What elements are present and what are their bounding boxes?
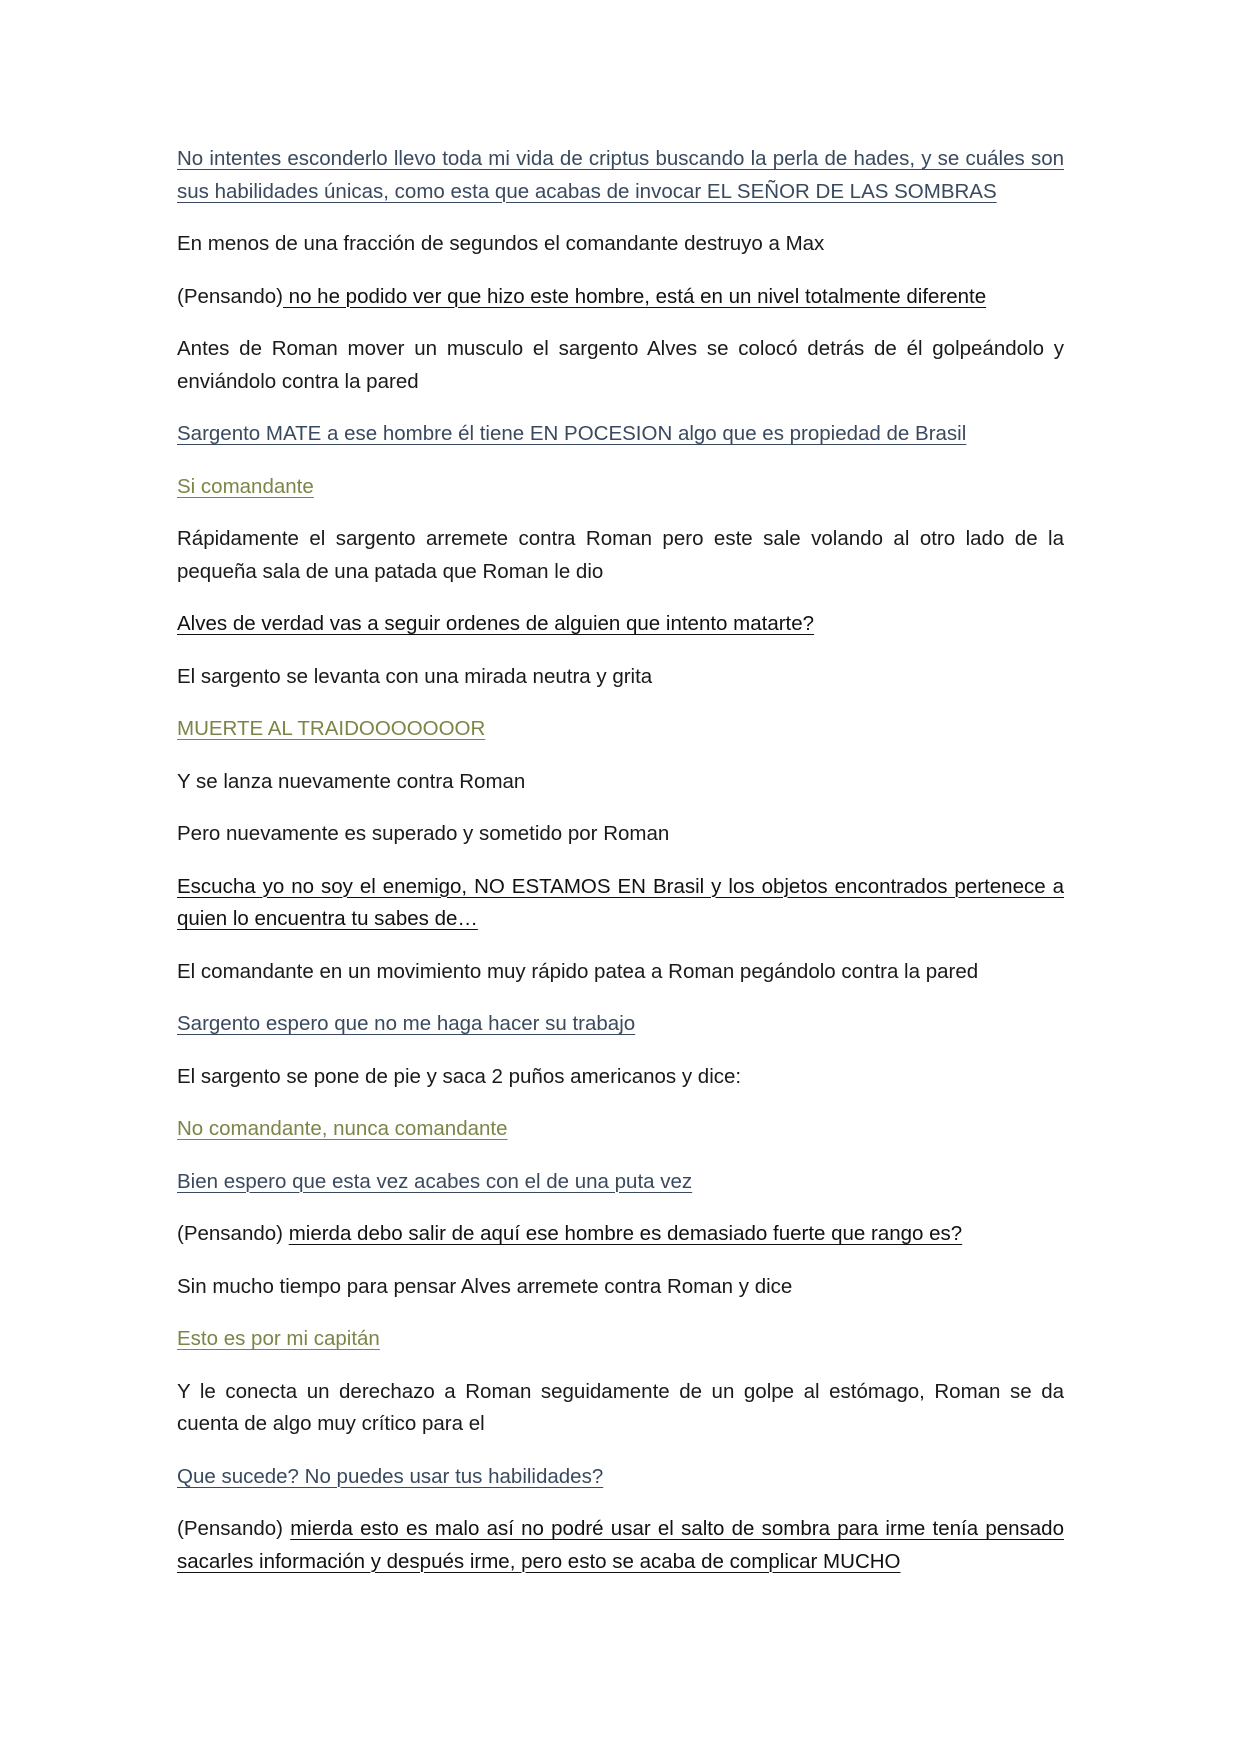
narration-paragraph: Y se lanza nuevamente contra Roman bbox=[177, 769, 526, 793]
roman-line bbox=[177, 608, 1064, 641]
roman-dialogue: Escucha yo no soy el enemigo, NO ESTAMOS EN Brasil y los objetos encontrados pertenece a quien lo encuentra tu sabes de… bbox=[177, 874, 1064, 930]
sergeant-dialogue: MUERTE AL TRAIDOOOOOOOR bbox=[177, 717, 486, 740]
commander-dialogue: No intentes esconderlo llevo toda mi vida de criptus buscando la perla de hades, y se cuáles son sus habilidades únicas, como esta que acabas de invocar EL SEÑOR DE LAS SOMBRAS bbox=[177, 147, 1064, 203]
roman-line bbox=[177, 871, 1064, 936]
roman-thought: no he podido ver que hizo este hombre, está en un nivel totalmente diferente bbox=[282, 284, 987, 308]
roman-thought: mierda esto es malo así no podré usar el salto de sombra para irme tenía pensado sacarles información y después irme, pero esto se acaba de complicar MUCHO bbox=[177, 1517, 1064, 1573]
document-page bbox=[177, 143, 1064, 1598]
thought-prefix: (Pensando) bbox=[177, 1517, 291, 1540]
commander-dialogue: Que sucede? No puedes usar tus habilidades? bbox=[177, 1464, 604, 1488]
sergeant-line bbox=[177, 471, 1064, 504]
narration-paragraph: Y le conecta un derechazo a Roman seguidamente de un golpe al estómago, Roman se da cuenta de algo muy crítico para el bbox=[177, 1379, 1064, 1435]
sergeant-dialogue: No comandante, nunca comandante bbox=[177, 1117, 508, 1140]
sergeant-line bbox=[177, 713, 1064, 746]
commander-line bbox=[177, 143, 1064, 208]
thought-line bbox=[177, 1218, 1064, 1251]
commander-line bbox=[177, 1008, 1064, 1041]
narration-paragraph: Pero nuevamente es superado y sometido por Roman bbox=[177, 822, 670, 845]
commander-line bbox=[177, 418, 1064, 451]
commander-line bbox=[177, 1166, 1064, 1199]
thought-prefix: (Pensando) bbox=[177, 284, 283, 308]
narration-paragraph: Rápidamente el sargento arremete contra Roman pero este sale volando al otro lado de la pequeña sala de una patada que Roman le dio bbox=[177, 527, 1064, 583]
narration-paragraph: El comandante en un movimiento muy rápido patea a Roman pegándolo contra la pared bbox=[177, 959, 979, 983]
roman-thought: mierda debo salir de aquí ese hombre es demasiado fuerte que rango es? bbox=[288, 1222, 963, 1245]
narration-paragraph: Sin mucho tiempo para pensar Alves arremete contra Roman y dice bbox=[177, 1274, 793, 1298]
narration-paragraph: El sargento se levanta con una mirada neutra y grita bbox=[177, 664, 653, 688]
sergeant-line bbox=[177, 1323, 1064, 1356]
narration-paragraph: Antes de Roman mover un musculo el sargento Alves se colocó detrás de él golpeándolo y enviándolo contra la pared bbox=[177, 337, 1064, 393]
narration-paragraph: En menos de una fracción de segundos el comandante destruyo a Max bbox=[177, 232, 825, 255]
thought-line bbox=[177, 1513, 1064, 1578]
commander-dialogue: Sargento MATE a ese hombre él tiene EN POCESION algo que es propiedad de Brasil bbox=[177, 422, 967, 445]
thought-line bbox=[177, 281, 1064, 314]
commander-dialogue: Sargento espero que no me haga hacer su trabajo bbox=[177, 1012, 636, 1035]
sergeant-dialogue: Esto es por mi capitán bbox=[177, 1327, 380, 1350]
thought-prefix: (Pensando) bbox=[177, 1222, 289, 1245]
commander-line bbox=[177, 1461, 1064, 1494]
sergeant-dialogue: Si comandante bbox=[177, 474, 314, 498]
commander-dialogue: Bien espero que esta vez acabes con el de una puta vez bbox=[177, 1169, 693, 1193]
narration-paragraph: El sargento se pone de pie y saca 2 puños americanos y dice: bbox=[177, 1064, 742, 1088]
roman-dialogue: Alves de verdad vas a seguir ordenes de alguien que intento matarte? bbox=[177, 612, 815, 635]
sergeant-line bbox=[177, 1113, 1064, 1146]
